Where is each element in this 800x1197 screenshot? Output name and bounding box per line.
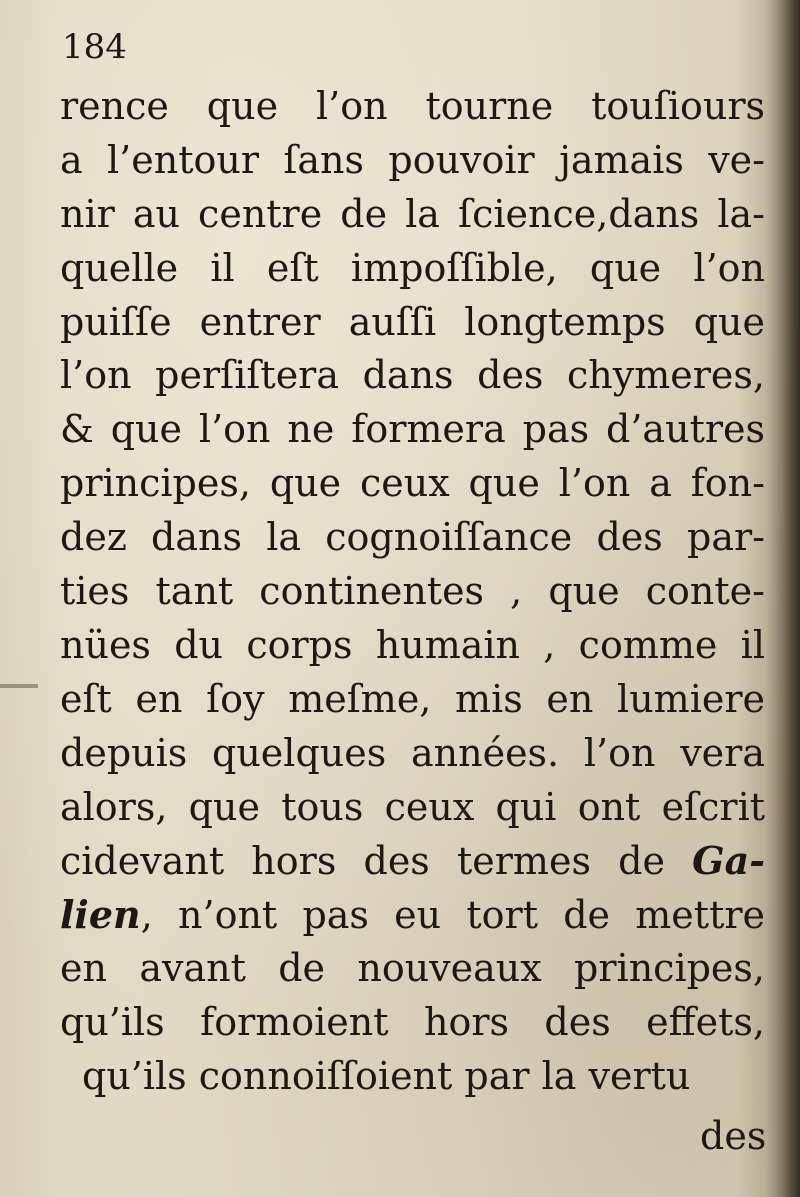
text-line-16 — [60, 888, 765, 942]
text-line-4: quelle il eſt impoſſible, que l’on — [60, 245, 765, 290]
catchword: des — [700, 1114, 767, 1158]
page-number: 184 — [62, 27, 127, 67]
text-line-2: a l’entour ſans pouvoir jamais ve- — [60, 137, 765, 182]
text-line-12: eſt en ſoy meſme, mis en lumiere — [60, 676, 765, 721]
text-line-11: nües du corps humain , comme il — [60, 622, 765, 667]
text-line-3: nir au centre de la ſcience,dans la- — [60, 191, 765, 236]
text-line-15-roman: cidevant hors des termes de — [60, 839, 665, 884]
text-body — [60, 80, 765, 1104]
text-line-1: rence que l’on tourne touſiours — [60, 84, 765, 128]
margin-mark — [0, 684, 38, 688]
text-line-15 — [60, 834, 765, 888]
text-line-13: depuis quelques années. l’on vera — [60, 730, 765, 775]
text-line-18: qu’ils formoient hors des effets, — [60, 1000, 765, 1045]
gutter-shadow — [766, 0, 800, 1197]
text-line-6: l’on perſiſtera dans des chymeres, — [60, 353, 765, 398]
text-line-7: & que l’on ne formera pas d’autres — [60, 407, 765, 452]
text-line-5: puiſſe entrer auſſi longtemps que — [60, 299, 765, 344]
text-line-17: en avant de nouveaux principes, — [60, 946, 765, 991]
text-line-19: qu’ils connoiſſoient par la vertu — [82, 1054, 691, 1099]
text-line-8: principes, que ceux que l’on a fon- — [60, 461, 765, 506]
text-line-16-roman: , n’ont pas eu tort de mettre — [140, 893, 765, 938]
text-line-14: alors, que tous ceux qui ont eſcrit — [60, 784, 765, 829]
italic-name-part-2: lien — [60, 892, 141, 938]
text-line-10: ties tant continentes , que conte- — [60, 569, 765, 614]
text-line-9: dez dans la cognoiſſance des par- — [60, 515, 765, 560]
italic-name-part-1: Ga- — [692, 838, 765, 884]
